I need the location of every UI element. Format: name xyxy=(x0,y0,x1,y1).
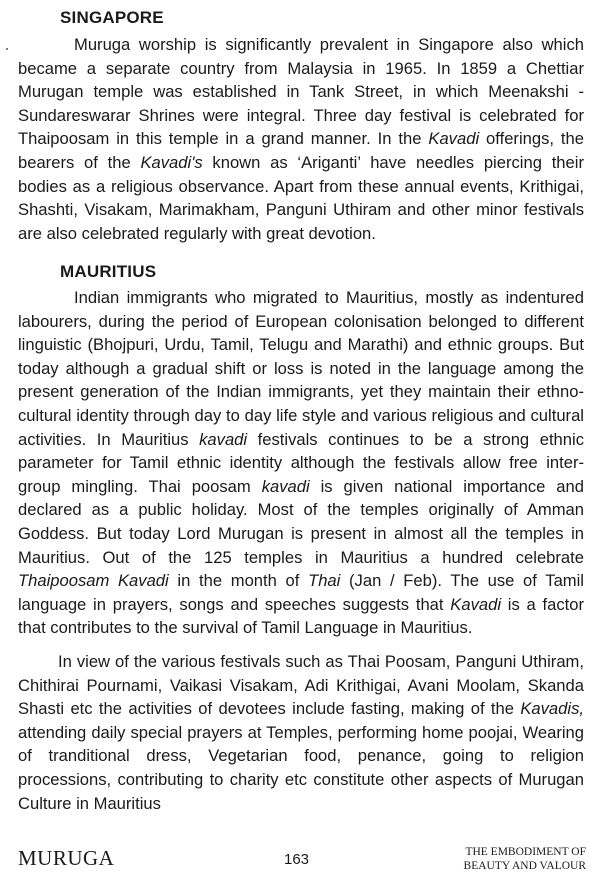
text-run: in the month of xyxy=(168,571,309,591)
italic-term: Kavadi xyxy=(428,129,480,149)
text-run: festivals continues to be a strong ethnic parameter for Tamil ethnic identity although the festivals allow free inter-group mingling. Thai poosam xyxy=(18,429,585,496)
paragraph-body xyxy=(18,35,584,243)
section-heading-mauritius: MAURITIUS xyxy=(60,262,157,281)
text-run: offerings, the bearers of the xyxy=(18,129,584,172)
text-run: In view of the various festivals such as Thai Poosam, Panguni Uthiram, Chithirai Pournami, Vaikasi Visakam, Adi Krithigai, Avani Moolam, Skanda Shasti etc the activities of devotees include fasting, making of the xyxy=(18,652,584,719)
text-run: known as ‘Ariganti’ have needles piercing their bodies as a religious observance. Apart from these annual events, Krithigai, Shashti, Visakam, Marimakham, Panguni Uthiram and other minor festivals are also celebrated regularly with great devotion. xyxy=(18,152,584,243)
text-run: is a factor that contributes to the survival of Tamil Language in Mauritius. xyxy=(18,594,585,638)
text-run: is given national importance and declared as a public holiday. Most of the temples originally of Amman Goddess. But today Lord Murugan is present in almost all the temples in Mauritius. Out of the 125 temples in Mauritius a hundred celebrate xyxy=(18,476,584,567)
italic-term: Kavadi xyxy=(450,594,502,614)
scan-speck xyxy=(6,48,8,50)
text-run: attending daily special prayers at Temples, performing home poojai, Wearing of tranditional dress, Vegetarian food, penance, going to religion processions, contributing to charity etc constitute other aspects of Murugan Culture in Mauritius xyxy=(18,722,584,813)
section-heading-singapore: SINGAPORE xyxy=(60,8,164,27)
italic-term: kavadi xyxy=(199,429,248,449)
page-number: 163 xyxy=(284,851,310,868)
paragraph-mauritius-2 xyxy=(18,650,584,815)
text-run: Indian immigrants who migrated to Mauritius, mostly as indentured labourers, during the period of European colonisation belonged to different linguistic (Bhojpuri, Urdu, Tamil, Telugu and Marathi) and ethnic groups. But today although a gradual shift or loss is noted in the language among the present generation of the Indian immigrants, yet they maintain their ethno-cultural identity through day to day life style and various religious and cultural activities. In Mauritius xyxy=(18,288,584,449)
italic-term: Kavadis, xyxy=(520,699,584,719)
footer-subtitle-line-1: THE EMBODIMENT OF xyxy=(465,846,586,858)
text-run: Muruga worship is significantly prevalent in Singapore also which became a separate country from Malaysia in 1965. In 1859 a Chettiar Murugan temple was established in Tank Street, in which Meenakshi - Sundareswarar Shrines were integral. Three day festival is celebrated for Thaipoosam in this temple in a grand manner. In the xyxy=(18,35,584,149)
italic-term: Thai xyxy=(308,571,341,591)
italic-term: kavadi xyxy=(261,476,310,496)
paragraph-body xyxy=(18,288,584,637)
running-footer-subtitle xyxy=(426,845,586,873)
paragraph-mauritius-1 xyxy=(18,286,584,640)
text-run: (Jan / Feb). The use of Tamil language in prayers, songs and speeches suggests that xyxy=(18,571,584,614)
running-footer-title: MURUGA xyxy=(18,846,115,870)
footer-subtitle-line-2: BEAUTY AND VALOUR xyxy=(463,860,586,872)
italic-term: Kavadi's xyxy=(140,152,203,172)
paragraph-singapore xyxy=(18,33,584,245)
paragraph-body xyxy=(18,652,584,813)
italic-term: Thaipoosam Kavadi xyxy=(18,571,169,591)
